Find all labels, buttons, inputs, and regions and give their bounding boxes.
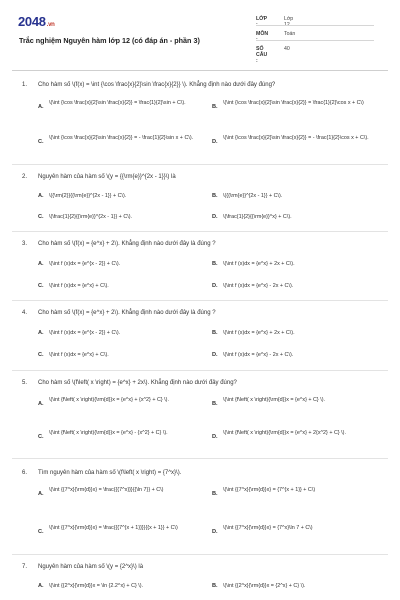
option-label: D. <box>212 283 218 289</box>
meta-divider <box>256 40 374 41</box>
option-text: \(\int f (x)dx = {e^x} - 2x + C\). <box>223 352 294 358</box>
option-label: C. <box>38 283 44 289</box>
meta-key: LỚP : <box>256 16 267 28</box>
option-text: \(\int f (x)dx = {e^x} - 2x + C\). <box>223 283 294 289</box>
logo-suffix: .vn <box>46 22 55 28</box>
option-label: A. <box>38 583 44 589</box>
question-divider <box>12 300 388 301</box>
option-text: \(\int {\cos \frac{x}{2}\sin \frac{x}{2}} = \frac{1}{2}\cos x + C\) <box>223 100 364 106</box>
meta-value: Toán <box>284 31 296 37</box>
option-text: \(\frac{1}{2}{{\rm{e}}^{2x - 1}} + C\). <box>49 214 132 220</box>
option-label: B. <box>212 401 218 407</box>
option-label: C. <box>38 214 44 220</box>
meta-divider <box>256 25 374 26</box>
option-label: A. <box>38 491 44 497</box>
question-number: 5. <box>22 380 28 386</box>
option-text: \(\int {f\left( x \right){\rm{d}}x = {e^x} + C} \). <box>223 397 326 403</box>
option-text: \(\int {{7^x}{\rm{d}}x} = \frac{{{7^x}}}{{\ln 7}} + C\) <box>49 487 164 493</box>
question-text: Tìm nguyên hàm của hàm số \(f\left( x \right) = {7^x}\). <box>38 470 182 476</box>
question-number: 2. <box>22 174 28 180</box>
option-label: A. <box>38 193 44 199</box>
question-text: Cho hàm số \(f(x) = {e^x} + 2\). Khẳng định nào dưới đây là đúng ? <box>38 241 216 247</box>
logo-text: 2048 <box>18 14 46 29</box>
option-text: \(\int {f\left( x \right){\rm{d}}x = {e^x} + 2{x^2} + C} \). <box>223 430 346 436</box>
question-text: Cho hàm số \(f(x) = {e^x} + 2\). Khẳng định nào dưới đây là đúng ? <box>38 310 216 316</box>
question-number: 4. <box>22 310 28 316</box>
header-divider <box>12 70 388 71</box>
option-label: B. <box>212 104 218 110</box>
meta-key: SỐ CÂU : <box>256 46 268 64</box>
option-text: \(\int {{7^x}{\rm{d}}x} = {7^{x + 1}} + C\) <box>223 487 316 493</box>
option-text: \(\int {\cos \frac{x}{2}\sin \frac{x}{2}} = \frac{1}{2}\sin + C\). <box>49 100 186 106</box>
question-divider <box>12 370 388 371</box>
option-text: \(\int {f\left( x \right){\rm{d}}x = {e^x} - {x^2} + C} \). <box>49 430 168 436</box>
meta-value: Lớp 12 <box>284 16 294 28</box>
option-label: B. <box>212 491 218 497</box>
option-text: \(\int {f\left( x \right){\rm{d}}x = {e^x} + {x^2} + C} \). <box>49 397 169 403</box>
option-text: \(\int {{7^x}{\rm{d}}x} = \frac{{{7^{x + 1}}}}{{x + 1}} + C\) <box>49 525 178 531</box>
option-label: C. <box>38 139 44 145</box>
option-label: A. <box>38 330 44 336</box>
option-label: D. <box>212 434 218 440</box>
option-text: \(\int {{2^x}{\rm{d}}x = {2^x} + C} \). <box>223 583 306 589</box>
option-text: \(\frac{1}{2}{{\rm{e}}^x} + C\). <box>223 214 292 220</box>
option-text: \(\int f (x)dx = {e^{x - 2}} + C\). <box>49 261 121 267</box>
option-label: D. <box>212 352 218 358</box>
question-text: Nguyên hàm của hàm số \(y = {{\rm{e}}^{2x - 1}}\) là <box>38 174 176 180</box>
meta-value: 40 <box>284 46 290 52</box>
option-label: A. <box>38 104 44 110</box>
question-number: 3. <box>22 241 28 247</box>
option-label: B. <box>212 583 218 589</box>
option-label: B. <box>212 330 218 336</box>
option-text: \(\int f (x)dx = {e^x} + 2x + C\). <box>223 261 295 267</box>
option-text: \(\int f (x)dx = {e^x} + C\). <box>49 283 109 289</box>
question-number: 7. <box>22 564 28 570</box>
option-label: D. <box>212 529 218 535</box>
question-text: Cho hàm số \(f(x) = \int {\cos \frac{x}{2}\sin \frac{x}{2}} \). Khẳng định nào dưới đây đúng? <box>38 82 276 88</box>
question-divider <box>12 231 388 232</box>
option-text: \(\int f (x)dx = {e^x} + 2x + C\). <box>223 330 295 336</box>
site-logo[interactable] <box>18 14 55 29</box>
question-text: Nguyên hàm của hàm số \(y = {2^x}\) là <box>38 564 144 570</box>
option-label: C. <box>38 434 44 440</box>
option-text: \({{\rm{e}}^{2x - 1}} + C\). <box>223 193 283 199</box>
option-label: D. <box>212 139 218 145</box>
option-text: \(\int f (x)dx = {e^x} + C\). <box>49 352 109 358</box>
question-number: 1. <box>22 82 28 88</box>
question-divider <box>12 554 388 555</box>
option-label: C. <box>38 529 44 535</box>
question-divider <box>12 164 388 165</box>
option-label: A. <box>38 401 44 407</box>
option-text: \(\int {\cos \frac{x}{2}\sin \frac{x}{2}} = - \frac{1}{2}\sin x + C\). <box>49 135 194 141</box>
option-label: B. <box>212 261 218 267</box>
question-number: 6. <box>22 470 28 476</box>
document-title: Trắc nghiệm Nguyên hàm lớp 12 (có đáp án - phần 3) <box>19 36 200 45</box>
option-text: \({\rm{2}}{{\rm{e}}^{2x - 1}} + C\). <box>49 193 127 199</box>
option-label: C. <box>38 352 44 358</box>
question-divider <box>12 458 388 459</box>
option-label: A. <box>38 261 44 267</box>
option-text: \(\int {{7^x}{\rm{d}}x} = {7^x}\ln 7 + C\) <box>223 525 313 531</box>
option-label: D. <box>212 214 218 220</box>
meta-key: MÔN : <box>256 31 269 43</box>
option-text: \(\int {\cos \frac{x}{2}\sin \frac{x}{2}} = - \frac{1}{2}\cos x + C\). <box>223 135 369 141</box>
option-text: \(\int {{2^x}{\rm{d}}x = \ln {2.2^x} + C} \). <box>49 583 144 589</box>
option-text: \(\int f (x)dx = {e^{x - 2}} + C\). <box>49 330 121 336</box>
option-label: B. <box>212 193 218 199</box>
question-text: Cho hàm số \(f\left( x \right) = {e^x} + 2x\). Khẳng định nào dưới đây đúng? <box>38 380 237 386</box>
